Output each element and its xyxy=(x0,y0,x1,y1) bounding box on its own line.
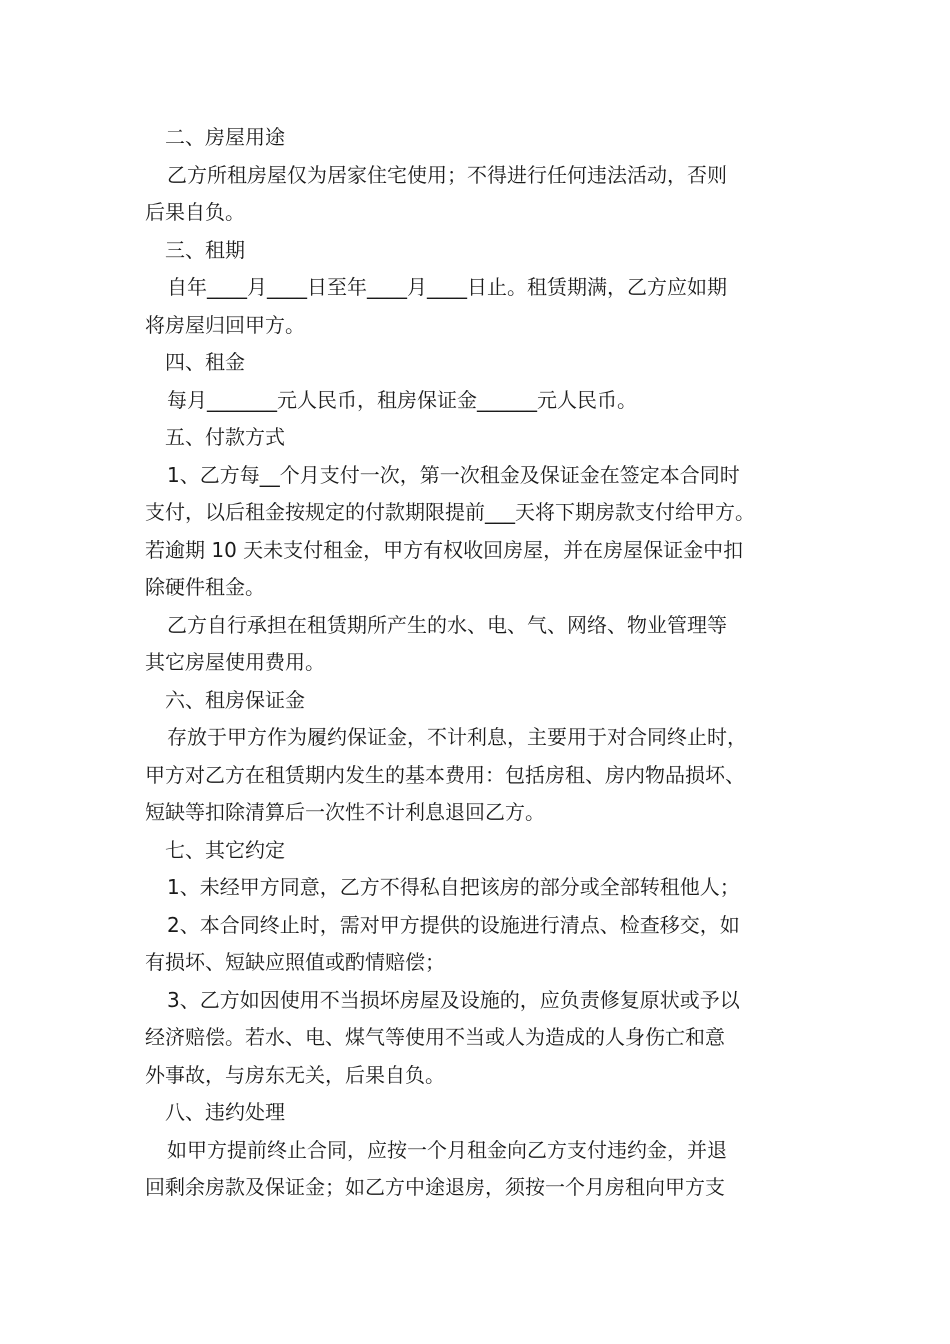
section-heading-term: 三、租期 xyxy=(165,237,245,262)
paragraph-line: 甲方对乙方在租赁期内发生的基本费用：包括房租、房内物品损坏、 xyxy=(145,762,745,787)
paragraph-line: 外事故，与房东无关，后果自负。 xyxy=(145,1062,445,1087)
paragraph-line: 短缺等扣除清算后一次性不计利息退回乙方。 xyxy=(145,800,545,824)
paragraph-line: 回剩余房款及保证金；如乙方中途退房，须按一个月房租向甲方支 xyxy=(145,1175,725,1199)
paragraph-line: 2、本合同终止时，需对甲方提供的设施进行清点、检查移交，如 xyxy=(167,912,740,937)
paragraph-line: 若逾期 10 天未支付租金，甲方有权收回房屋，并在房屋保证金中扣 xyxy=(145,537,744,562)
section-heading-usage: 二、房屋用途 xyxy=(165,125,285,149)
section-heading-deposit: 六、租房保证金 xyxy=(165,687,305,712)
paragraph-line: 自年____月____日至年____月____日止。租赁期满，乙方应如期 xyxy=(167,275,727,299)
paragraph-line: 经济赔偿。若水、电、煤气等使用不当或人为造成的人身伤亡和意 xyxy=(145,1025,725,1049)
paragraph-line: 1、乙方每__个月支付一次，第一次租金及保证金在签定本合同时 xyxy=(167,462,740,487)
section-heading-rent: 四、租金 xyxy=(165,350,245,374)
paragraph-line: 3、乙方如因使用不当损坏房屋及设施的，应负责修复原状或予以 xyxy=(167,987,740,1012)
paragraph-line: 后果自负。 xyxy=(145,200,245,224)
paragraph-line: 将房屋归回甲方。 xyxy=(145,312,305,337)
paragraph-line: 1、未经甲方同意，乙方不得私自把该房的部分或全部转租他人； xyxy=(167,875,740,899)
paragraph-line: 支付，以后租金按规定的付款期限提前___天将下期房款支付给甲方。 xyxy=(145,500,755,524)
document-body xyxy=(145,119,815,1207)
paragraph-line: 乙方自行承担在租赁期所产生的水、电、气、网络、物业管理等 xyxy=(167,612,727,637)
paragraph-line: 乙方所租房屋仅为居家住宅使用；不得进行任何违法活动，否则 xyxy=(167,162,727,187)
paragraph-line: 存放于甲方作为履约保证金，不计利息，主要用于对合同终止时， xyxy=(167,725,747,749)
paragraph-line: 如甲方提前终止合同，应按一个月租金向乙方支付违约金，并退 xyxy=(167,1137,727,1162)
section-heading-other-terms: 七、其它约定 xyxy=(165,837,285,862)
paragraph-line: 除硬件租金。 xyxy=(145,575,265,599)
paragraph-line: 有损坏、短缺应照值或酌情赔偿； xyxy=(145,950,445,974)
section-heading-breach: 八、违约处理 xyxy=(165,1100,285,1124)
section-heading-payment: 五、付款方式 xyxy=(165,425,285,449)
paragraph-line: 其它房屋使用费用。 xyxy=(145,650,325,674)
paragraph-line: 每月_______元人民币，租房保证金______元人民币。 xyxy=(167,387,637,412)
